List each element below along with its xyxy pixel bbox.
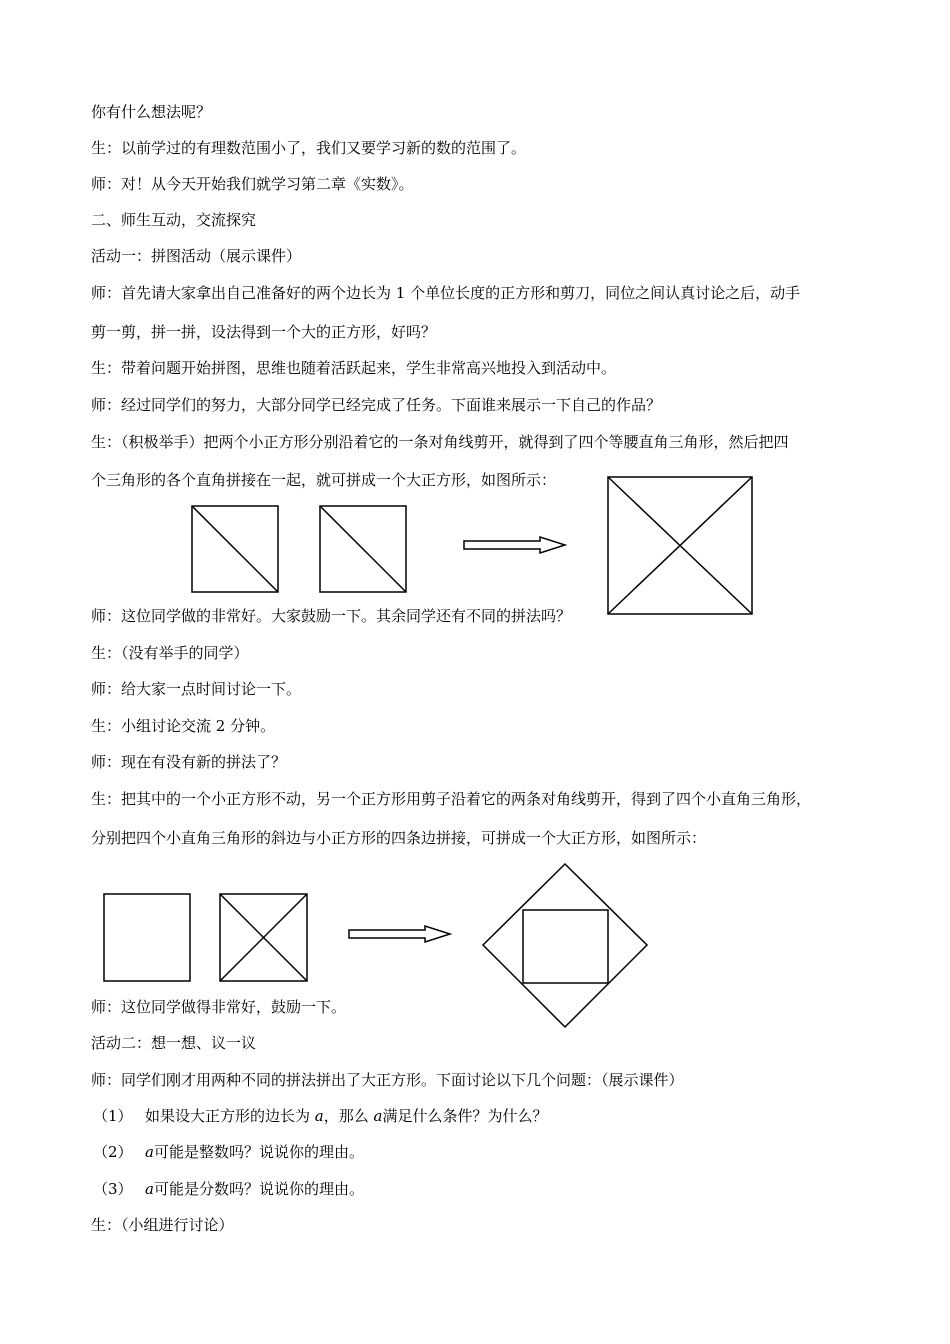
variable-a: a [145,1180,154,1198]
text-line: 生：带着问题开始拼图，思维也随着活跃起来，学生非常高兴地投入到活动中。 [91,359,617,377]
question-text: 可能是分数吗？说说你的理由。 [153,1180,364,1198]
question-number: （3） [93,1180,133,1198]
text-line: 分别把四个小直角三角形的斜边与小正方形的四条边拼接，可拼成一个大正方形，如图所示： [91,829,707,847]
variable-a: a [145,1143,154,1161]
question-number: （2） [93,1143,133,1161]
text-line: 生：以前学过的有理数范围小了，我们又要学习新的数的范围了。 [91,139,527,157]
question-text: 可能是整数吗？说说你的理由。 [153,1143,364,1161]
section-heading: 二、师生互动，交流探究 [91,211,257,229]
text-line: 生：把其中的一个小正方形不动，另一个正方形用剪子沿着它的两条对角线剪开，得到了四个小直角三角形， [91,790,812,808]
small-square-plain [104,894,190,981]
variable-a: a [373,1107,383,1125]
arrow-right-icon [349,926,450,942]
text-line: 师：这位同学做得非常好，鼓励一下。 [91,998,347,1016]
text-line: 师：首先请大家拿出自己准备好的两个边长为 1 个单位长度的正方形和剪刀，同位之间认真讨论之后，动手 [91,284,801,302]
question-text: 满足什么条件？为什么？ [382,1107,548,1125]
diamond-with-inner-square [483,864,647,1027]
text-line: 生：（没有举手的同学） [91,644,249,662]
activity-heading: 活动一：拼图活动（展示课件） [91,247,302,265]
text-line: 个三角形的各个直角拼接在一起，就可拼成一个大正方形，如图所示： [91,471,557,489]
activity-heading: 活动二：想一想、议一议 [91,1034,257,1052]
question-text: ，那么 [323,1107,374,1125]
text-line: 师：现在有没有新的拼法了？ [91,753,287,771]
question-number: （1） [93,1107,133,1125]
text-line: 师：同学们刚才用两种不同的拼法拼出了大正方形。下面讨论以下几个问题：（展示课件） [91,1071,684,1089]
text-line: 生：小组讨论交流 2 分钟。 [91,717,276,735]
text-line: 师：经过同学们的努力，大部分同学已经完成了任务。下面谁来展示一下自己的作品？ [91,396,662,414]
text-line: 师：对！从今天开始我们就学习第二章《实数》。 [91,175,414,193]
text-line: 师：这位同学做的非常好。大家鼓励一下。其余同学还有不同的拼法吗？ [91,607,572,625]
text-line: 师：给大家一点时间讨论一下。 [91,680,302,698]
text-line: 你有什么想法呢？ [91,103,212,121]
text-line: 生：（小组进行讨论） [91,1216,234,1234]
variable-a: a [314,1107,324,1125]
text-line: 剪一剪，拼一拼，设法得到一个大的正方形，好吗？ [91,323,437,341]
text-line: 生：（积极举手）把两个小正方形分别沿着它的一条对角线剪开，就得到了四个等腰直角三角形，然后把四 [91,433,789,451]
small-square-two-diagonals [220,894,307,981]
question-text: 如果设大正方形的边长为 [145,1107,315,1125]
